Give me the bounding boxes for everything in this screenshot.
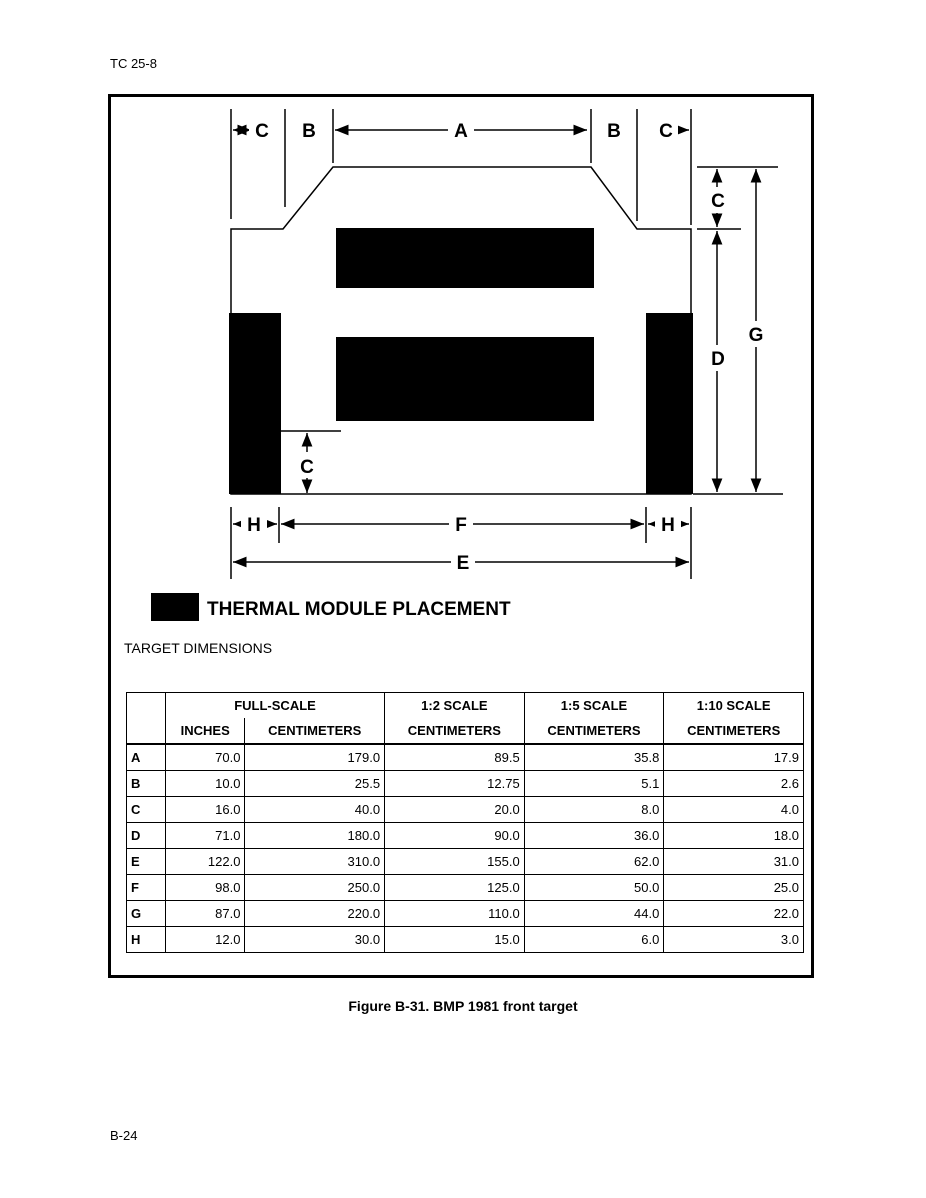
- table-row: [127, 744, 804, 771]
- dim-label-d: D: [711, 349, 725, 370]
- cell-tenth-scale: 3.0: [664, 927, 804, 953]
- row-label: B: [127, 771, 166, 797]
- cell-tenth-scale: 2.6: [664, 771, 804, 797]
- table-subheader-row: [127, 718, 804, 744]
- legend-swatch: [151, 593, 199, 621]
- cell-fifth-scale: 5.1: [524, 771, 664, 797]
- cell-half-scale: 20.0: [385, 797, 525, 823]
- cell-half-scale: 125.0: [385, 875, 525, 901]
- cell-inches: 71.0: [166, 823, 245, 849]
- row-label: E: [127, 849, 166, 875]
- cell-half-scale: 110.0: [385, 901, 525, 927]
- subheader-cm: CENTIMETERS: [385, 718, 525, 744]
- cell-cm: 40.0: [245, 797, 385, 823]
- page-number: B-24: [110, 1128, 138, 1143]
- dim-label-c: C: [300, 457, 314, 478]
- table-row: [127, 901, 804, 927]
- cell-inches: 87.0: [166, 901, 245, 927]
- dim-label-c: C: [659, 121, 673, 142]
- header-tenth-scale: 1:10 SCALE: [664, 693, 804, 719]
- cell-fifth-scale: 50.0: [524, 875, 664, 901]
- dim-label-b: B: [607, 121, 621, 142]
- table-row: [127, 849, 804, 875]
- dim-label-h: H: [247, 515, 261, 536]
- cell-half-scale: 12.75: [385, 771, 525, 797]
- dim-label-b: B: [302, 121, 316, 142]
- dimensions-table: [126, 692, 804, 953]
- thermal-module: [336, 337, 594, 421]
- header-full-scale: FULL-SCALE: [166, 693, 385, 719]
- cell-cm: 30.0: [245, 927, 385, 953]
- dim-label-e: E: [456, 553, 470, 574]
- target-dimensions-label: TARGET DIMENSIONS: [124, 640, 273, 656]
- subheader-cm: CENTIMETERS: [664, 718, 804, 744]
- dim-label-a: A: [454, 121, 468, 142]
- cell-half-scale: 15.0: [385, 927, 525, 953]
- cell-inches: 16.0: [166, 797, 245, 823]
- cell-tenth-scale: 25.0: [664, 875, 804, 901]
- target-diagram: [111, 97, 811, 637]
- target-outline: [231, 167, 691, 494]
- cell-cm: 310.0: [245, 849, 385, 875]
- thermal-module: [336, 228, 594, 288]
- dim-label-f: F: [455, 515, 467, 536]
- cell-cm: 220.0: [245, 901, 385, 927]
- cell-tenth-scale: 31.0: [664, 849, 804, 875]
- figure-frame: [108, 94, 814, 978]
- thermal-module: [646, 313, 693, 494]
- dim-label-h: H: [661, 515, 675, 536]
- cell-cm: 250.0: [245, 875, 385, 901]
- cell-inches: 10.0: [166, 771, 245, 797]
- header-half-scale: 1:2 SCALE: [385, 693, 525, 719]
- cell-tenth-scale: 4.0: [664, 797, 804, 823]
- cell-fifth-scale: 6.0: [524, 927, 664, 953]
- table-header-row: [127, 693, 804, 719]
- cell-cm: 180.0: [245, 823, 385, 849]
- cell-half-scale: 155.0: [385, 849, 525, 875]
- cell-half-scale: 90.0: [385, 823, 525, 849]
- cell-inches: 98.0: [166, 875, 245, 901]
- dim-label-c: C: [711, 191, 725, 212]
- dim-label-g: G: [748, 325, 764, 346]
- cell-tenth-scale: 22.0: [664, 901, 804, 927]
- table-row: [127, 797, 804, 823]
- cell-half-scale: 89.5: [385, 744, 525, 771]
- table-row: [127, 875, 804, 901]
- row-label: C: [127, 797, 166, 823]
- row-label: D: [127, 823, 166, 849]
- subheader-cm: CENTIMETERS: [245, 718, 385, 744]
- row-label: G: [127, 901, 166, 927]
- cell-cm: 179.0: [245, 744, 385, 771]
- cell-fifth-scale: 62.0: [524, 849, 664, 875]
- thermal-module: [229, 313, 281, 494]
- cell-inches: 70.0: [166, 744, 245, 771]
- table-row: [127, 771, 804, 797]
- legend-label: THERMAL MODULE PLACEMENT: [207, 599, 511, 620]
- cell-fifth-scale: 44.0: [524, 901, 664, 927]
- row-label: A: [127, 744, 166, 771]
- cell-inches: 12.0: [166, 927, 245, 953]
- header-fifth-scale: 1:5 SCALE: [524, 693, 664, 719]
- row-label: F: [127, 875, 166, 901]
- cell-fifth-scale: 8.0: [524, 797, 664, 823]
- cell-fifth-scale: 35.8: [524, 744, 664, 771]
- subheader-cm: CENTIMETERS: [524, 718, 664, 744]
- row-label: H: [127, 927, 166, 953]
- subheader-inches: INCHES: [166, 718, 245, 744]
- cell-inches: 122.0: [166, 849, 245, 875]
- table-row: [127, 927, 804, 953]
- cell-fifth-scale: 36.0: [524, 823, 664, 849]
- cell-cm: 25.5: [245, 771, 385, 797]
- running-header: TC 25-8: [110, 56, 157, 71]
- cell-tenth-scale: 18.0: [664, 823, 804, 849]
- figure-caption: Figure B-31. BMP 1981 front target: [348, 998, 578, 1014]
- table-row: [127, 823, 804, 849]
- dim-label-c: C: [255, 121, 269, 142]
- cell-tenth-scale: 17.9: [664, 744, 804, 771]
